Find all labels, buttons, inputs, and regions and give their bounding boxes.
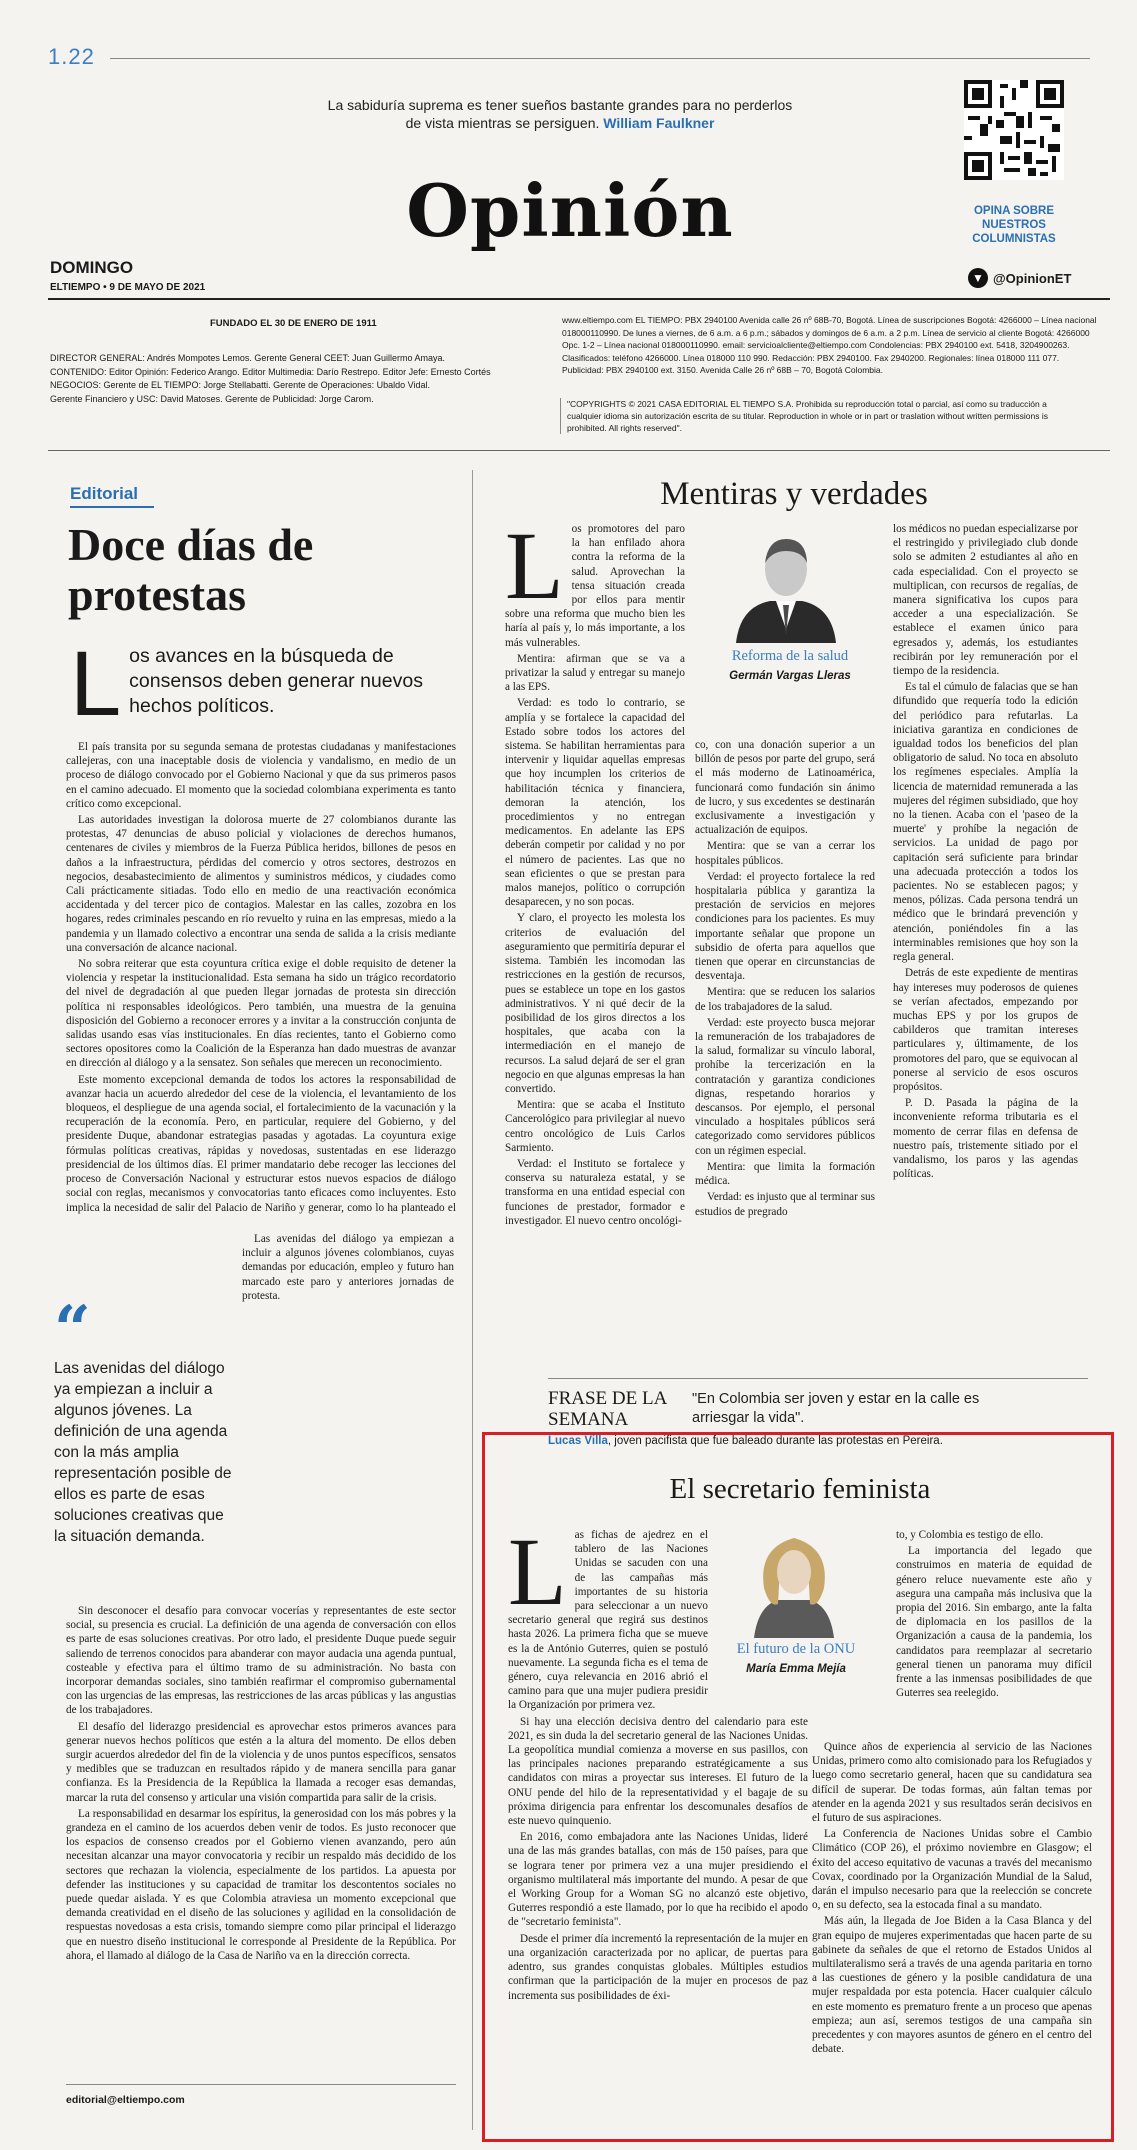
founded-label: FUNDADO EL 30 DE ENERO DE 1911 [210,318,377,329]
column1-paragraph: los médicos no puedan especializarse por el restringido y privilegiado club donde solo se admiten 2 estudiantes al año en cada especialidad. Con el proyecto se multiplican, con recursos de regalías, de manera significativa los cupos para acceder a una especialización. Se establece el examen único para egresados y, además, los estudiantes recibirán por ley remuneración por el tiempo de la residencia. [893,523,1078,678]
credits-rule [48,450,1110,451]
column2-col-wide [812,1740,1092,2130]
editorial-email[interactable]: editorial@eltiempo.com [66,2094,185,2106]
editorial-paragraph: El desafío del liderazgo presidencial es aprovechar estos primeros avances para generar nuevos hechos políticos que estén a la altura del momento. De ellos deben surgir acuerdos alrededor del fin de la violencia y de unos puntos específicos, sensatos y medibles que se traduzcan en resultados rápido y de manera sencilla para ganar confianza. Es la Presidencia de la República la llamada a recoger esas demandas, marcar la ruta del consenso y articular una visión compartida para salir de la crisis. [66,1720,456,1804]
masthead-quote [320,96,800,132]
copyright-box: "COPYRIGHTS © 2021 CASA EDITORIAL EL TIEMPO S.A. Prohibida su reproducción total o parcial, así como su traducción a cualquier idioma sin autorización escrita de su titular. Reproduction in whole or in part or traslation without written permissions is prohibited. All rights reserved". [560,398,1080,434]
column1-paragraph: Mentira: que se van a cerrar los hospitales públicos. [695,840,875,867]
frase-author: Lucas Villa [548,1435,608,1447]
dek-dropcap: L [70,633,122,735]
column1-paragraph: Detrás de este expediente de mentiras hay intereses muy poderosos de quienes se verían afectados, empezando por muchas EPS y por los grupos de cabilderos que tramitan intereses particulares y, últimamente, de los promotores del paro, que se equivocan al ponerse al servicio de esos oscuros propósitos. [893,967,1078,1093]
quote-author: William Faulkner [603,115,715,131]
column2-topic: El futuro de la ONU [736,1641,856,1657]
column1-paragraph: Verdad: el Instituto se fortalece y conserva su naturaleza estatal, y se transforma en una entidad especial con funciones de prestador, formador e investigador. El nuevo centro oncológi- [505,1157,685,1227]
column1-col-b [695,738,875,1362]
page-number: 1.22 [48,44,95,69]
staff-line: Gerente Financiero y USC: David Matoses. Gerente de Publicidad: Jorge Carom. [50,393,374,404]
editorial-body-side [242,1232,454,1612]
qr-caption[interactable]: OPINA SOBRE NUESTROS COLUMNISTAS [972,205,1056,245]
editorial-paragraph: Las autoridades investigan la dolorosa muerte de 27 colombianos durante las protestas, 47 denuncias de abuso policial y violaciones de derechos humanos, centenares de civiles y miembros de la Fuerza Pública heridos, billones de pesos en daños a la infraestructura, pérdidas del comercio y otros sectores, destrozos en negocios, desabastecimiento de alimentos y suministros médicos, y ciudades como Cali prácticamente sitiadas. Todo ello en medio de una reactivación económica accidentada y del tercer pico de contagios. Malestar en las calles, zozobra en los hogares, redes criminales pescando en río revuelto y ruina en las empresas, miedo a la pandemia y un llamado colectivo a encontrar una senda de salida a la crisis mediante una conversación de alcance nacional. [66,814,456,954]
editorial-paragraph: La responsabilidad en desarmar los espíritus, la generosidad con los más pobres y la grandeza en el camino de los acuerdos deben venir de todos. Es justo reconocer que los espacios de consenso creados por el Gobierno vienen avanzando, pero aún necesitan alcanzar una mayor convocatoria y recibir un respaldo más decidido de los sectores que rechazan la violencia, especialmente de los partidos. La apuesta por defender las instituciones y su capacidad de tramitar los descontentos sociales no puede quedar aislada. Y es que Colombia atraviesa un momento excepcional que demanda creatividad en el diseño de las soluciones y agilidad en la consolidación de respuestas novedosas a esta crisis, tomando siempre como pilar principal el liderazgo que en nuestro diseño institucional le corresponde al Presidente de la República. Por ahora, el llamado al diálogo de la Casa de Nariño va en la dirección correcta. [66,1807,456,1962]
twitter-icon: ▼ [968,268,988,288]
frase-top-rule [548,1378,1088,1379]
column2-paragraph: Quince años de experiencia al servicio de las Naciones Unidas, primero como alto comisionado para los Refugiados y luego como secretario general, hacen que su candidatura sea difícil de superar. De todas formas, aún faltan temas por atender en la agenda 2021 y sus resultados serán decisivos en el futuro de sus aspiraciones. [812,1741,1092,1825]
column1-paragraph: Verdad: es injusto que al terminar sus estudios de pregrado [695,1191,875,1218]
column1-col-c [893,522,1078,1362]
staff-line: NEGOCIOS: Gerente de EL TIEMPO: Jorge Stellabatti. Gerente de Operaciones: Ubaldo Vidal. [50,380,431,390]
editorial-paragraph: Este momento excepcional demanda de todos los actores la responsabilidad de avanzar hacia un acuerdo alrededor del cese de la violencia, el levantamiento de los bloqueos, el despliegue de una agenda social, el fortalecimiento de la vacunación y la recuperación de la economía. Pero, en particular, requiere del Gobierno, y del presidente Duque, abandonar estrategias pasadas y agotadas. La coyuntura exige fórmulas políticas creativas, rápidas y novedosas, sustentadas en ese liderazgo presidencial de los últimos días. El primer mandatario debe recoger las lecciones del proceso de Conversación Nacional y estructurar estos nuevos espacios de diálogo social con reglas, mecanismos y convocatorias tanto eficaces como incluyentes. Esto implica la necesidad de salir del Palacio de Nariño y generar, como lo ha planteado el [66,1073,456,1214]
editorial-paragraph: Sin desconocer el desafío para convocar vocerías y representantes de este sector social, su presencia es crucial. La definición de una agenda de conversación con ellos es parte de esas soluciones creativas. Por otro lado, el presidente Duque puede seguir saliendo de terrenos conocidos para abanderar con mayor audacia una agenda puntual, costeable y efectiva para el último tramo de su administración. No basta con incorporar demandas sociales, sino también reafirmar el compromiso gubernamental con las urgencias de las empresas, las restricciones de las arcas públicas y las angustias de los trabajadores. [66,1605,456,1717]
editorial-paragraph: El país transita por su segunda semana de protestas ciudadanas y manifestaciones callejeras, con una inaceptable dosis de violencia y vandalismo, en medio de un proceso de diálogo convocado por el Gobierno Nacional y que da sus primeros pasos en el camino adecuado. El momento que la sociedad colombiana experimenta es tanto crítico como excepcional. [66,741,456,810]
editorial-kicker: Editorial [70,484,139,503]
date-label: ELTIEMPO • 9 DE MAYO DE 2021 [50,282,206,293]
column2-paragraph: La Conferencia de Naciones Unidas sobre el Cambio Climático (COP 26), el próximo noviembre en Glasgow; el éxito del acceso equitativo de vacunas a través del mecanismo Covax, coordinado por la Organización Mundial de la Salud, darán el impulso necesario para que la reelección se concrete o, en su defecto, sea la estocada final a su mandato. [812,1828,1092,1912]
column1-col-a [505,522,685,1362]
column2-paragraph: as fichas de ajedrez en el tablero de las Naciones Unidas se sacuden con una de las campañas más importantes de su historia para seleccionar a un nuevo secretario general que regirá sus destinos hasta 2026. La primera ficha que se mueve es la de António Guterres, quien se postuló nuevamente. La segunda ficha es el tema de género, cuya relevancia en 2016 abrió el camino para que una mujer pudiera presidir la Organización por primera vez. [508,1529,708,1712]
frase-author-desc: , joven pacifista que fue baleado durante las protestas en Pereira. [607,1435,943,1447]
column1-paragraph: Y claro, el proyecto les molesta los criterios de evaluación del aseguramiento que permitiría depurar el sistema. También les incomodan las restricciones en la gestión de recursos, pues se establece un tope en los gastos administrativos. Y ni qué decir de la posibilidad de los giros directos a los hospitales, que acaba con la intermediación en el manejo de recursos. La salud dejará de ser el gran negocio en que algunas empresas la han convertido. [505,912,685,1095]
column2-paragraph: Más aún, la llegada de Joe Biden a la Casa Blanca y del gran equipo de mujeres experimentadas que hacen parte de su gabinete da señales de que el retorno de Estados Unidos al multilateralismo será a través de una agenda paritaria en torno a las cuestiones de género y la posible candidatura de una mujer respaldada por esta potencia. Hacer cualquier cálculo en este momento es prematuro frente a un proceso que apenas empieza; aun así, seremos testigos de una campaña sin precedentes y con mayores asuntos de género en el centro del debate. [812,1915,1092,2056]
editorial-pullquote: Las avenidas del diálogo ya empiezan a incluir a algunos jóvenes. La definición de una agenda con la más amplia representación posible de ellos es parte de esas soluciones creativas que la situación demanda. [54,1360,232,1545]
column1-author: Germán Vargas Lleras [729,670,851,682]
column1-paragraph: Verdad: es todo lo contrario, se amplía y se fortalece la capacidad del Estado sobre todos los actores del sistema. Se habilitan herramientas para intervenir y liquidar aquellas empresas que hoy incumplen los criterios de habilitación técnica y financiera, demoran la atención, los procedimientos y no entregan medicamentos. En adelante las EPS deberán competir por calidad y no por el número de pacientes. Las que no sean eficientes o que se prestan para malos manejos, político o corrupción desaparecen, y no son pocas. [505,697,685,909]
column2-paragraph: La importancia del legado que construimos en materia de equidad de género reluce nuevamente este año y asegura una campaña más inclusiva que la propia del 2016. Sin embargo, ante la falta de diplomacia en los pasillos de la Organización a causa de la pandemia, los candidatos para reemplazar al secretario general tienen un panorama muy difícil frente a las inmensas posibilidades de que Guterres sea reelegido. [896,1545,1092,1700]
column2-paragraph: to, y Colombia es testigo de ello. [896,1529,1044,1541]
contact-info: www.eltiempo.com EL TIEMPO: PBX 2940100 Avenida calle 26 nº 68B-70, Bogotá. Línea de suscripciones Bogotá: 4266000 – Línea nacional 018000110990. De lunes a viernes, de 6 a.m. a 6 p.m.; sábados y domingos de 6 a.m. a 2 p.m. Línea de servicio al cliente Bogotá: 4266000 Opc. 1-2 – Línea nacional 018000110990. email: servicioalcliente@eltiempo.com Condolencias: PBX 2940100 ext. 5418, 3204900263. Clasificados: teléfono 4266000. Línea 018000 110 990. Redacción: PBX 2940100. Fax 2940200. Regionales: línea 018000 111 077. Publicidad: PBX 2940100 ext. 3150. Avenida Calle 26 nº 68B – 70, Bogotá Colombia. [562,315,1097,375]
column1-paragraph: Mentira: que limita la formación médica. [695,1160,875,1188]
quote-mark-icon: “ [54,1292,91,1367]
column2-paragraph: Si hay una elección decisiva dentro del calendario para este 2021, es sin duda la del secretario general de las Naciones Unidas. La geopolítica mundial comienza a moverse en sus pasillos, con las principales naciones preparando estratégicamente a sus candidatos con miras a proyectar sus intereses. El futuro de la ONU pende del hilo de la representatividad y el bagaje de su próxima dirigencia para enfrentar los descomunales desafíos de este nuevo quinquenio. [508,1715,808,1828]
column2-headline: El secretario feminista [669,1473,931,1505]
column1-dropcap: L [505,522,564,619]
quote-text: La sabiduría suprema es tener sueños bastante grandes para no perderlos de vista mientras se persiguen. [327,97,793,131]
column1-paragraph: P. D. Pasada la página de la inconveniente reforma tributaria es el momento de cerrar filas en defensa de nuestro país, tristemente sitiado por el vandalismo, los paros y las agendas políticas. [893,1097,1078,1181]
editorial-body-bottom [66,1604,456,2076]
column1-paragraph: Mentira: afirman que se va a privatizar la salud y entregar su manejo a las EPS. [505,652,685,694]
column1-topic: Reforma de la salud [731,648,849,664]
column2-paragraph: En 2016, como embajadora ante las Naciones Unidas, lideré una de las más grandes batallas, con más de 150 países, para que se lograra tener por primera vez a una mujer presidiendo el organismo multilateral más importante del mundo. A pesar de que el Working Group for a Woman SG no alcanzó este objetivo, Guterres respondió a este llamado, por lo que ha recibido el apodo de "secretario feminista". [508,1831,808,1929]
editorial-headline: Doce días de protestas [68,519,314,620]
staff-line: CONTENIDO: Editor Opinión: Federico Arango. Editor Multimedia: Darío Restrepo. Editor Jefe: Ernesto Cortés [50,366,491,377]
staff-credits [50,352,540,406]
twitter-handle[interactable] [968,268,1071,288]
editorial-body-top [66,740,456,1217]
column1-paragraph: Verdad: el proyecto fortalece la red hospitalaria pública y garantiza la prestación de servicios en mejores condiciones para los pacientes. Es muy importante señalar que propone un subsidio de oferta para aquellos que tienen que operar en circunstancias de desventaja. [695,870,875,983]
column1-paragraph: co, con una donación superior a un billón de pesos por parte del grupo, será el más moderno de Latinoamérica, funcionará como fundación sin ánimo de lucro, y sus excedentes se destinarán exclusivamente a investigación y actualización de equipos. [695,739,875,837]
section-title: Opinión [406,168,734,253]
column2-col-b [896,1528,1092,1728]
top-rule [110,58,1090,59]
column2-intro [508,1528,708,1715]
header-rule [48,298,1110,300]
column-divider [472,470,473,2130]
column2-dropcap: L [508,1528,567,1625]
qr-code[interactable] [964,80,1064,180]
column2-paragraph: Desde el primer día incrementó la representación de la mujer en una organización caracterizada por no aplicar, de puertas para adentro, sus grandes conquistas globales. Múltiples estudios confirman que la participación de la mujer en procesos de paz incrementa sus posibilidades de éxi- [508,1932,808,2002]
column1-paragraph: Verdad: este proyecto busca mejorar la remuneración de los trabajadores de la salud, formalizar su vínculo laboral, prohíbe la tercerización en la contratación y garantiza condiciones dignas, respetando horarios y descansos. Por ejemplo, el personal vinculado a hospitales públicos será categorizado como servidores públicos con un régimen especial. [695,1016,875,1157]
editorial-dek [70,633,440,735]
kicker-underline [70,506,154,508]
column1-paragraph: Mentira: que se reducen los salarios de los trabajadores de la salud. [695,986,875,1013]
column1-paragraph: Mentira: que se acaba el Instituto Cancerológico para privilegiar al nuevo centro oncológico de Luis Carlos Sarmiento. [505,1099,685,1154]
editorial-bottom-rule [66,2084,456,2085]
twitter-handle-text: @OpinionET [993,270,1072,286]
column2-author: María Emma Mejía [746,1663,846,1675]
author-photo [730,525,842,643]
editorial-paragraph: Las avenidas del diálogo ya empiezan a incluir a algunos jóvenes colombianos, cuyas demandas por educación, empleo y futuro han marcado este paro y anteriores jornadas de protesta. [242,1233,454,1302]
dek-text: os avances en la búsqueda de consensos deben generar nuevos hechos políticos. [129,645,423,717]
column1-headline: Mentiras y verdades [660,476,928,512]
column1-paragraph: os promotores del paro la han enfilado ahora contra la reforma de la salud. Aprovechan la tensa situación creada por ellos para mentir sobre una reforma que mucho bien les haría al país y, lo más importante, a los más vulnerables. [505,523,685,649]
column1-paragraph: Es tal el cúmulo de falacias que se han difundido que requería todo la edición del periódico para refutarlas. La iniciativa garantiza en condiciones de igualdad todos los beneficios del plan obligatorio de salud. No toca en absoluto los regímenes especiales. Amplía la licencia de maternidad remunerada a las mujeres del régimen subsidiado, que hoy no la tienen. Acaba con el 'paseo de la muerte' y prohíbe la negación de servicios. La unidad de pago por capitación será suficiente para brindar una adecuada protección a todos los pacientes. No se establecen pagos; y menos, pólizas. Cada persona tendrá un médico que le brindará prevención y atención, poniéndoles fin a las interminables remisiones que hoy son la regla general. [893,681,1078,964]
staff-line: DIRECTOR GENERAL: Andrés Mompotes Lemos. Gerente General CEET: Juan Guillermo Amaya. [50,353,445,363]
frase-quote: "En Colombia ser joven y estar en la calle es arriesgar la vida". [692,1391,980,1426]
author-photo-2 [748,1528,840,1638]
editorial-paragraph: No sobra reiterar que esta coyuntura crítica exige el doble requisito de detener la violencia y respetar la institucionalidad. Esta semana ha sido un trágico recordatorio del nivel de degradación al que pueden llegar jornadas de protesta sin dirección política ni responsables ideológicos. Pero también, una muestra de la genuina disposición del Gobierno a reconocer errores y a invitar a la construcción conjunta de salidas usando esas vías institucionales. En días recientes, tanto el Gobierno como sectores opositores como la Coalición de la Esperanza han dado muestras de avanzar en dirección al diálogo y a la sensatez. Son señales que merecen un reconocimiento. [66,958,456,1070]
frase-label: FRASE DE LA SEMANA [548,1388,667,1430]
day-label: DOMINGO [50,258,134,277]
